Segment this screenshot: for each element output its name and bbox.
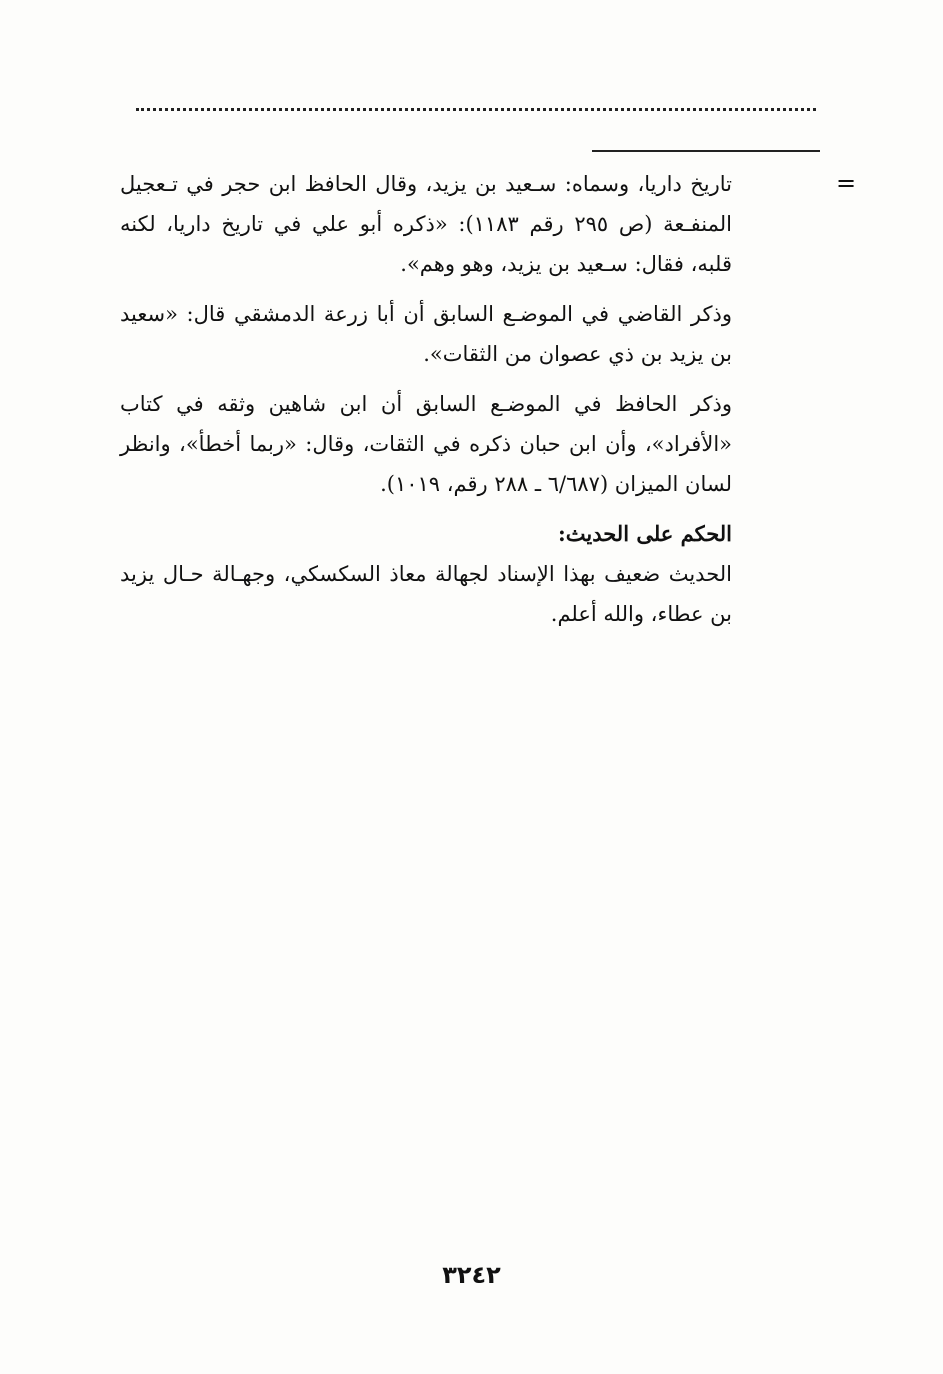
footnote-paragraph-3: وذكر الحافظ في الموضـع السابق أن ابن شاهين وثقه في كتاب «الأفراد»، وأن ابن حبان ذكره في الثقات، وقال: «ربما أخطأ»، وانظر لسان الميزان (٦/٦٨٧ ـ ٢٨٨ رقم، ١٠١٩). [120, 392, 732, 496]
dotted-separator [136, 108, 816, 111]
footnote-paragraph-2: وذكر القاضي في الموضـع السابق أن أبا زرعة الدمشقي قال: «سعيد بن يزيد بن ذي عصوان من الثقات». [120, 302, 732, 366]
continuation-mark: = [836, 169, 857, 197]
footnote-paragraph-1: تاريخ داريا، وسماه: سـعيد بن يزيد، وقال الحافظ ابن حجر في تـعجيل المنفـعة (ص ٢٩٥ رقم ١١٨٣): «ذكره أبو علي في تاريخ داريا، لكنه قلبه، فقال: سـعيد بن يزيد، وهو وهم». [120, 172, 733, 276]
page-number: ٣٢٤٢ [442, 1261, 501, 1289]
section-heading: الحكم على الحديث: [558, 521, 732, 546]
verdict-paragraph: الحديث ضعيف بهذا الإسناد لجهالة معاذ السكسكي، وجهـالة حـال يزيد بن عطاء، والله أعلم. [120, 562, 732, 626]
footnote-body [120, 164, 732, 644]
footnote-separator-line [592, 150, 820, 152]
